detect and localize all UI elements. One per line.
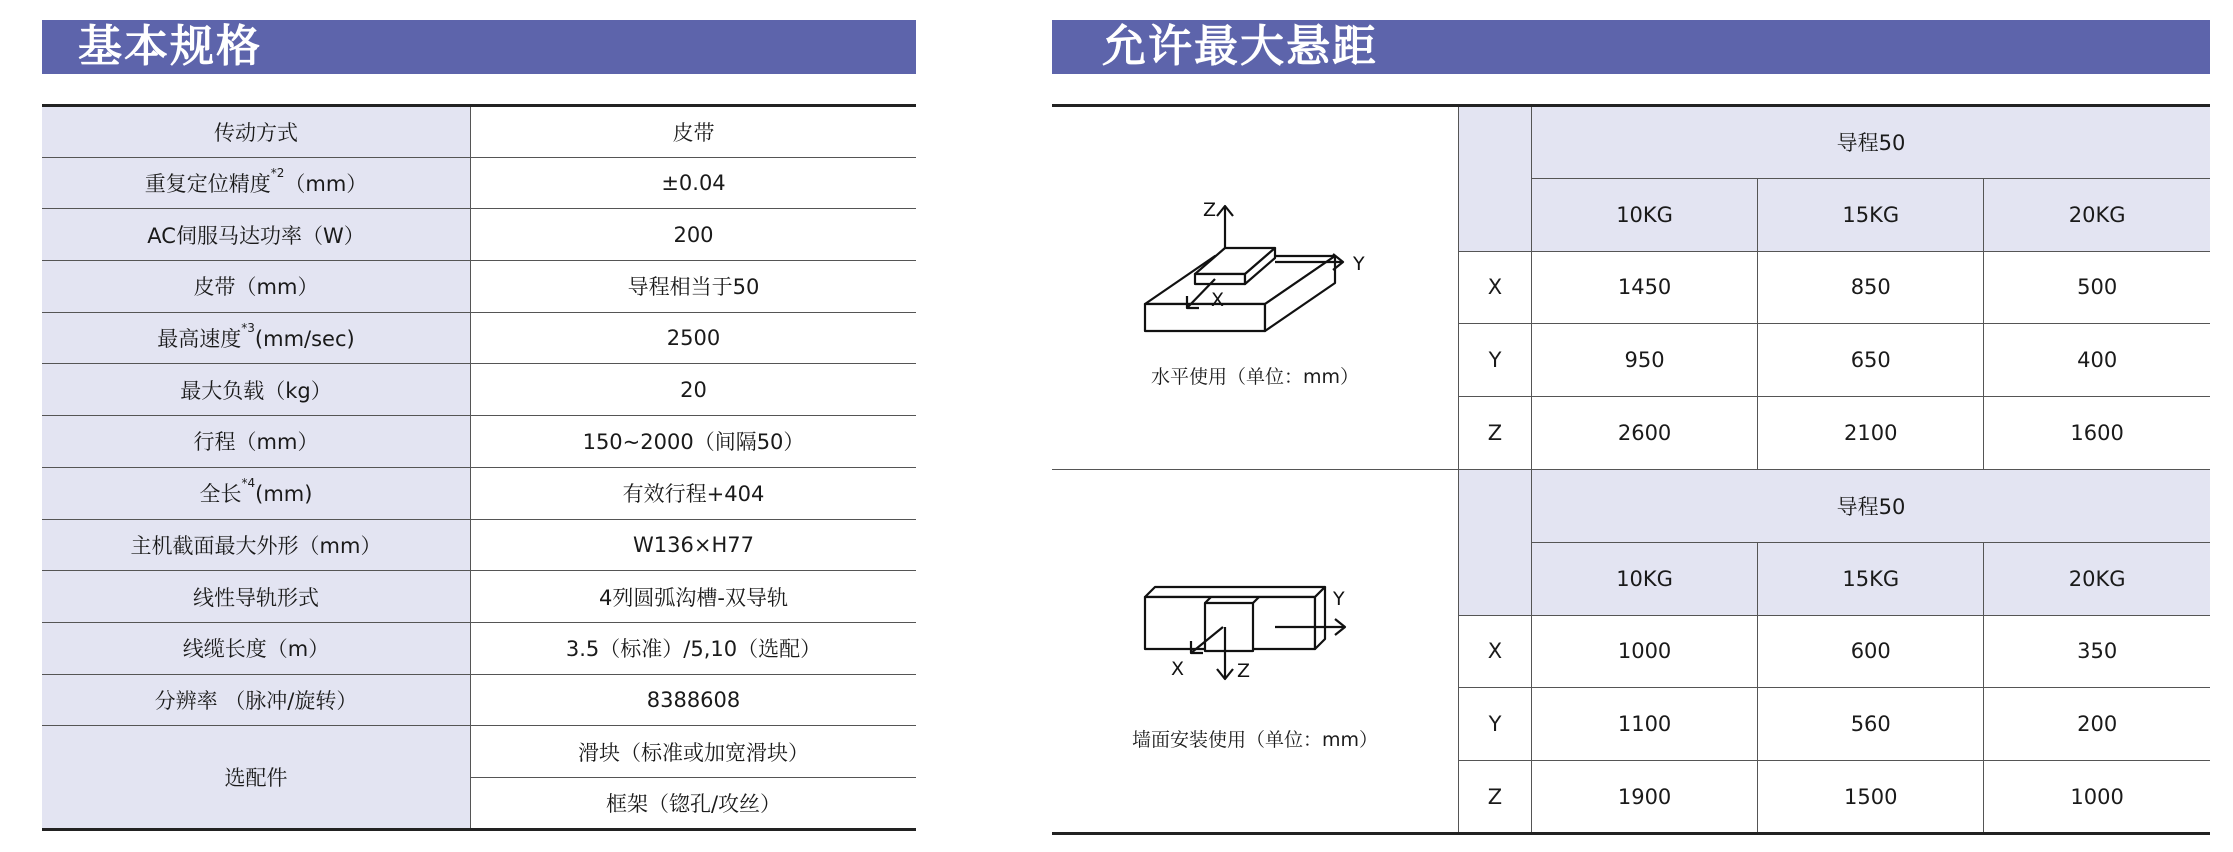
table-row bbox=[1052, 106, 2210, 179]
spec-value: W136×H77 bbox=[471, 519, 917, 571]
table-row bbox=[42, 209, 916, 261]
spec-label: 皮带（mm） bbox=[42, 261, 471, 313]
spec-value: 皮带 bbox=[471, 106, 917, 158]
table-row bbox=[42, 726, 916, 778]
footnote-mark: *3 bbox=[241, 321, 255, 336]
spec-label: 传动方式 bbox=[42, 106, 471, 158]
spec-value: 2500 bbox=[471, 312, 917, 364]
spec-label: 线缆长度（m） bbox=[42, 622, 471, 674]
spec-label: 选配件 bbox=[42, 726, 471, 829]
spec-value: 框架（锪孔/攻丝） bbox=[605, 791, 782, 816]
load-header: 20KG bbox=[1984, 542, 2210, 615]
spec-value: 导程相当于50 bbox=[471, 261, 917, 313]
spec-table bbox=[42, 104, 916, 831]
wall-mount-diagram bbox=[1125, 549, 1385, 719]
axis-label: Z bbox=[1459, 397, 1532, 470]
axis-label-x: X bbox=[1211, 289, 1225, 312]
axis-label-y: Y bbox=[1353, 253, 1365, 276]
spec-label: 线性导轨形式 bbox=[42, 571, 471, 623]
axis-header bbox=[1459, 469, 1532, 615]
figure-cell-wall bbox=[1052, 469, 1459, 833]
spec-value: 3.5（标准）/5,10（选配） bbox=[471, 622, 917, 674]
spec-label: 行程（mm） bbox=[42, 416, 471, 468]
table-row bbox=[42, 622, 916, 674]
axis-label-z: Z bbox=[1203, 199, 1217, 222]
table-row bbox=[42, 571, 916, 623]
table-cell: 950 bbox=[1532, 324, 1758, 397]
table-cell: 2600 bbox=[1532, 397, 1758, 470]
spec-label: 最高速度$^{*3}$(mm/sec) bbox=[42, 312, 471, 364]
table-cell: 1900 bbox=[1532, 761, 1758, 834]
table-cell: 1100 bbox=[1532, 688, 1758, 761]
table-cell: 1500 bbox=[1758, 761, 1984, 834]
table-cell: 1000 bbox=[2070, 784, 2124, 809]
table-row bbox=[42, 364, 916, 416]
table-row bbox=[42, 674, 916, 726]
figure-caption: 墙面安装使用（单位：mm） bbox=[1131, 729, 1379, 752]
spec-value: 8388608 bbox=[471, 674, 917, 726]
axis-label: Y bbox=[1459, 324, 1532, 397]
section-title-overhang: 允许最大悬距 bbox=[1052, 20, 2210, 74]
axis-label: Y bbox=[1459, 688, 1532, 761]
table-row bbox=[42, 106, 916, 158]
spec-value: 20 bbox=[471, 364, 917, 416]
table-cell: 2100 bbox=[1758, 397, 1984, 470]
load-header: 10KG bbox=[1532, 178, 1758, 251]
table-row bbox=[42, 467, 916, 519]
axis-label-y: Y bbox=[1333, 588, 1345, 611]
spec-value: 滑块（标准或加宽滑块） bbox=[471, 726, 917, 778]
axis-label: X bbox=[1459, 251, 1532, 324]
figure-caption: 水平使用（单位：mm） bbox=[1150, 366, 1360, 389]
table-cell: 560 bbox=[1758, 688, 1984, 761]
spec-value: ±0.04 bbox=[471, 157, 917, 209]
table-row bbox=[42, 416, 916, 468]
axis-label: Z bbox=[1459, 761, 1532, 834]
section-title-specs: 基本规格 bbox=[42, 20, 916, 74]
overhang-table bbox=[1052, 104, 2210, 835]
table-cell: 400 bbox=[1984, 324, 2210, 397]
axis-label: X bbox=[1459, 615, 1532, 688]
figure-cell-horizontal bbox=[1052, 106, 1459, 470]
table-cell: 500 bbox=[1984, 251, 2210, 324]
lead-header: 导程50 bbox=[1532, 106, 2211, 179]
table-cell: 600 bbox=[1758, 615, 1984, 688]
axis-label-z: Z bbox=[1237, 660, 1251, 683]
table-cell: 850 bbox=[1758, 251, 1984, 324]
footnote-mark: *2 bbox=[270, 166, 285, 181]
load-header: 15KG bbox=[1758, 542, 1984, 615]
lead-header: 导程50 bbox=[1532, 469, 2211, 542]
table-row bbox=[42, 312, 916, 364]
load-header: 20KG bbox=[1984, 178, 2210, 251]
table-cell: 1600 bbox=[1984, 397, 2210, 470]
table-row bbox=[42, 261, 916, 313]
spec-label: 主机截面最大外形（mm） bbox=[42, 519, 471, 571]
table-cell: 650 bbox=[1758, 324, 1984, 397]
horizontal-mount-diagram bbox=[1125, 186, 1385, 356]
spec-value: 4列圆弧沟槽-双导轨 bbox=[471, 571, 917, 623]
load-header: 10KG bbox=[1532, 542, 1758, 615]
load-header: 15KG bbox=[1758, 178, 1984, 251]
table-cell: 200 bbox=[1984, 688, 2210, 761]
footnote-mark: *4 bbox=[241, 476, 256, 491]
table-row bbox=[1052, 469, 2210, 542]
table-cell: 350 bbox=[1984, 615, 2210, 688]
spec-value: 200 bbox=[471, 209, 917, 261]
table-cell: 1450 bbox=[1532, 251, 1758, 324]
table-row bbox=[42, 157, 916, 209]
table-cell: 1000 bbox=[1532, 615, 1758, 688]
spec-label: 分辨率 （脉冲/旋转） bbox=[42, 674, 471, 726]
spec-label: AC伺服马达功率（W） bbox=[42, 209, 471, 261]
axis-header bbox=[1459, 106, 1532, 252]
spec-label: 重复定位精度$^{*2}$（mm） bbox=[42, 157, 471, 209]
spec-value: 150~2000（间隔50） bbox=[471, 416, 917, 468]
axis-label-x: X bbox=[1171, 658, 1185, 681]
spec-label: 全长$^{*4}$(mm) bbox=[42, 467, 471, 519]
spec-value: 有效行程+404 bbox=[471, 467, 917, 519]
table-row bbox=[42, 519, 916, 571]
spec-label: 最大负载（kg） bbox=[42, 364, 471, 416]
